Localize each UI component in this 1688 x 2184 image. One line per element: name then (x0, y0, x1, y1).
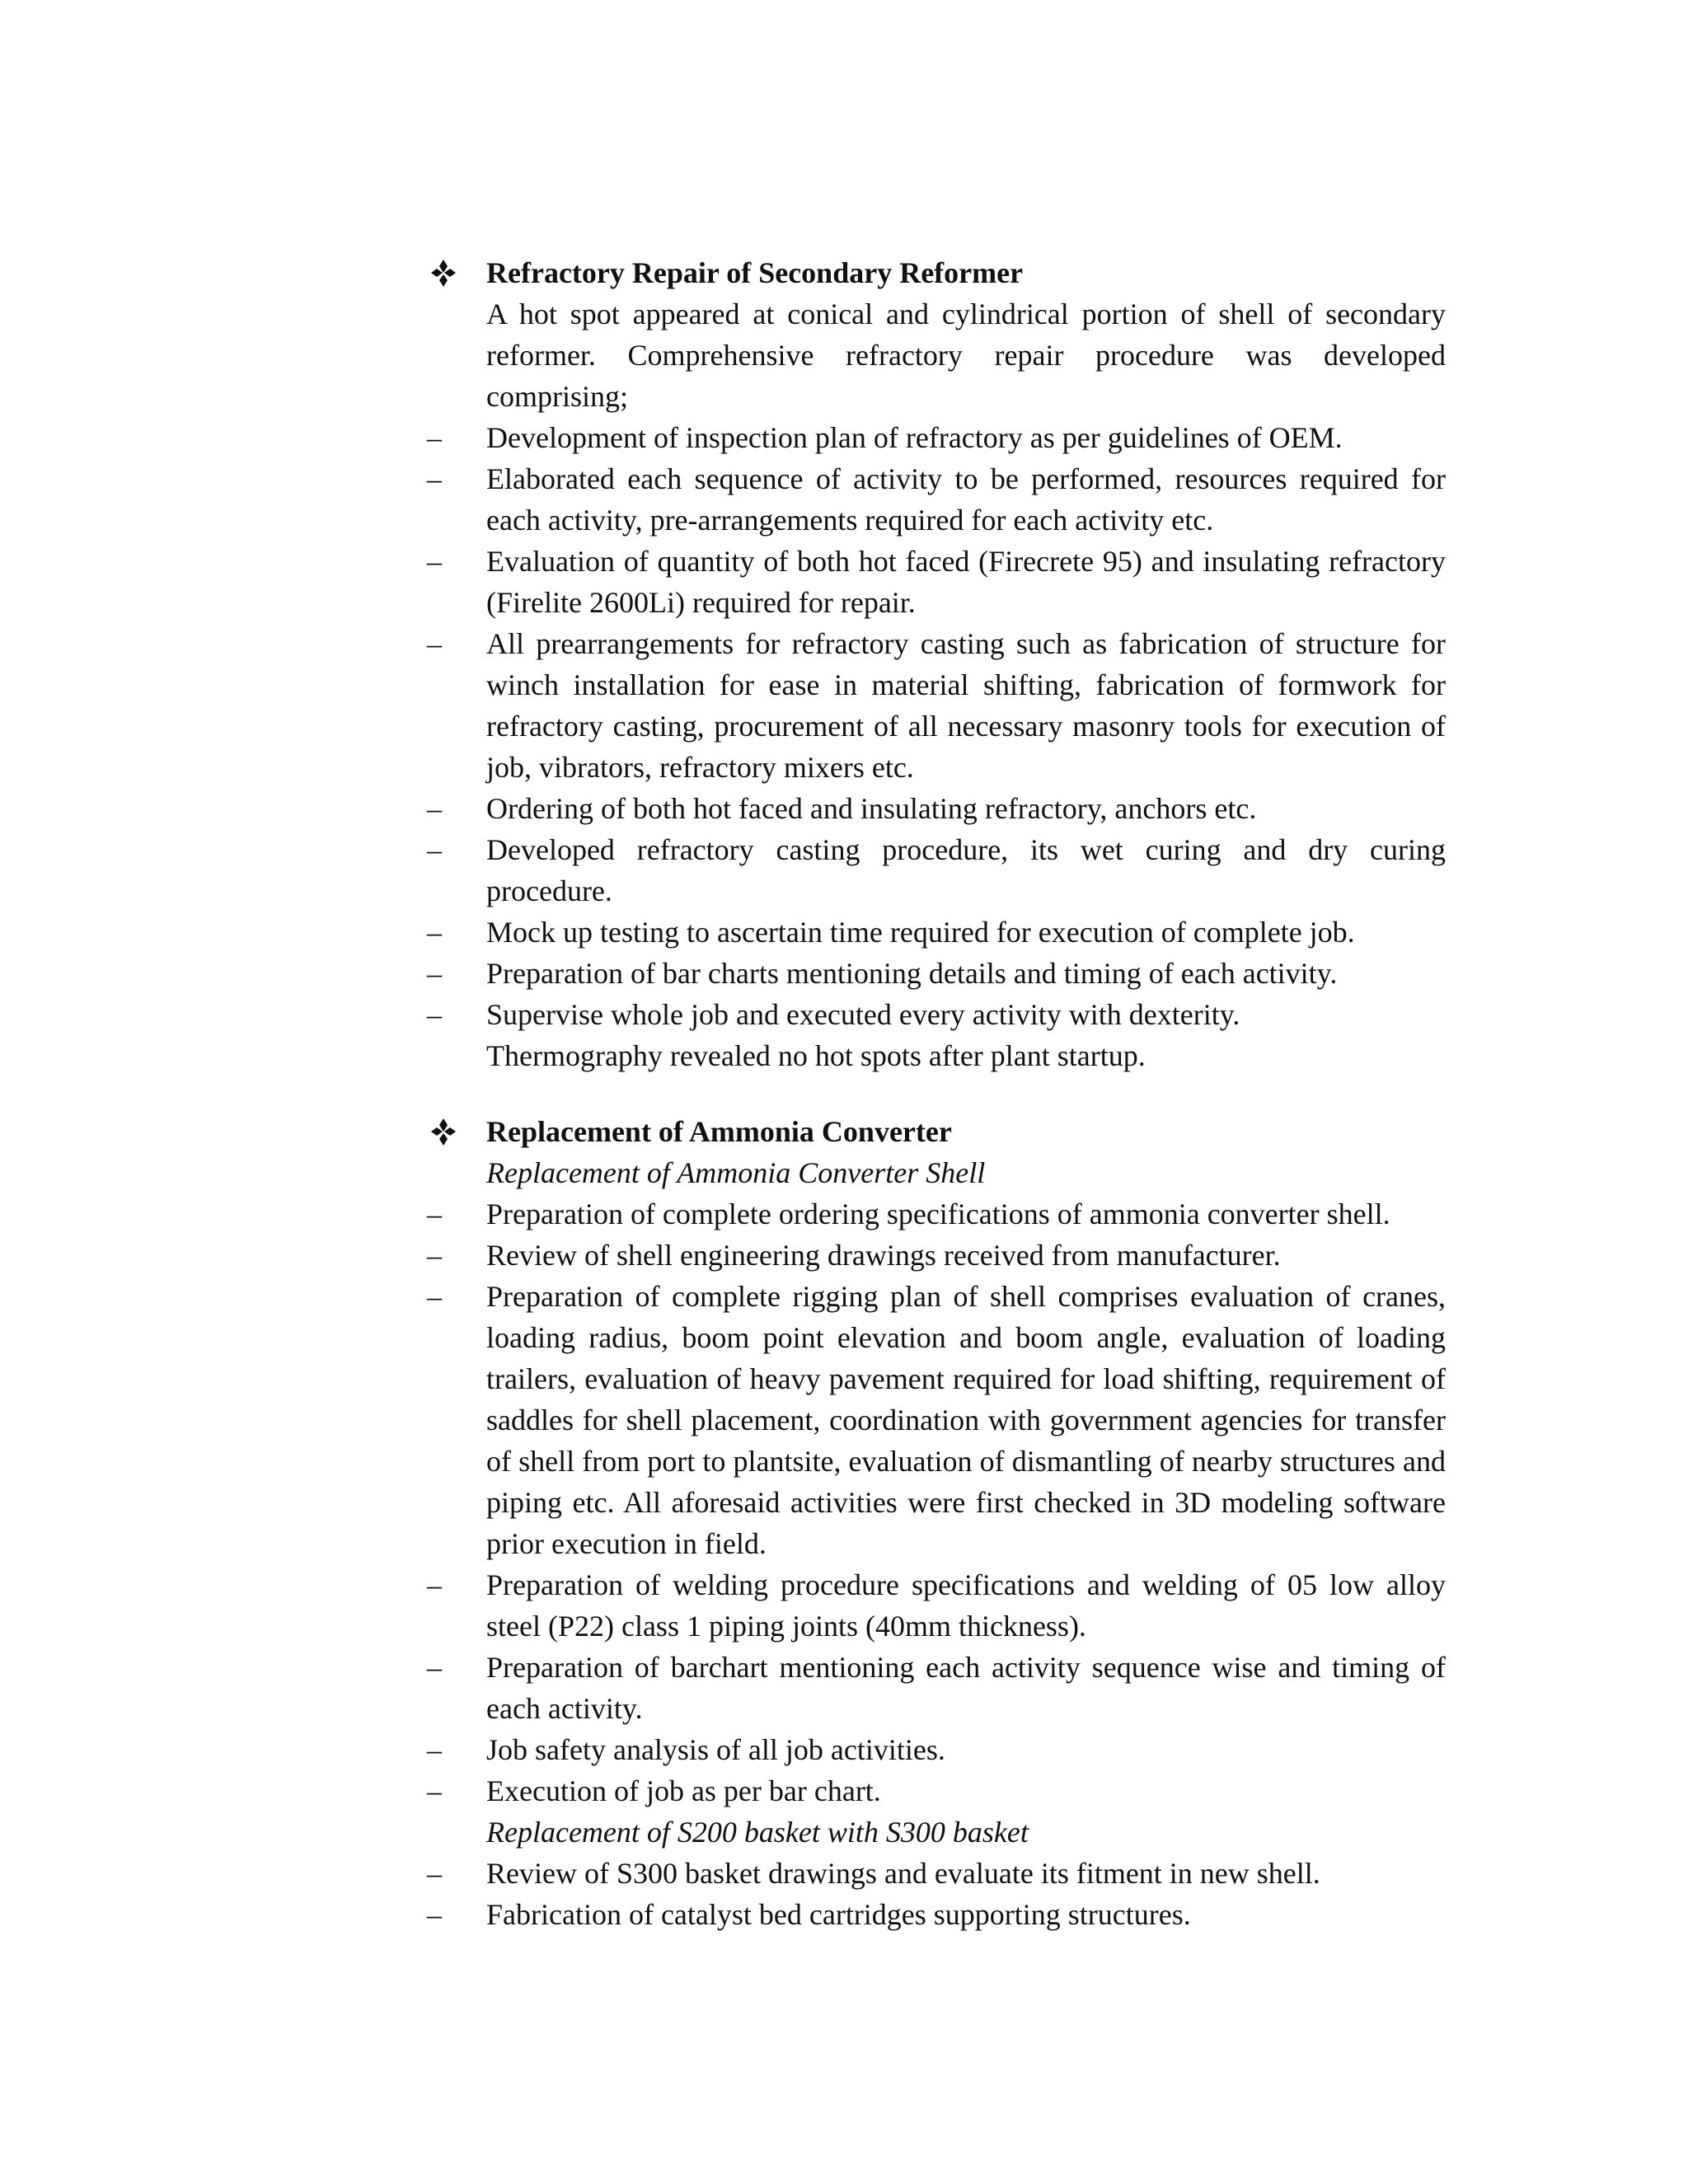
section-closing-paragraph: Thermography revealed no hot spots after plant startup. (486, 1039, 1146, 1072)
list-item (427, 1770, 1446, 1811)
dash-bullet: – (427, 998, 442, 1031)
section-intro-paragraph: A hot spot appeared at conical and cylindrical portion of shell of secondary reformer. Comprehensive refractory repair procedure was developed comprising; (486, 298, 1446, 413)
list-item-text: Supervise whole job and executed every activity with dexterity. (486, 998, 1240, 1031)
dash-bullet: – (427, 1239, 442, 1272)
list-item-text: Review of shell engineering drawings received from manufacturer. (486, 1239, 1281, 1272)
list-item-text: Execution of job as per bar chart. (486, 1774, 881, 1807)
list-item (427, 541, 1446, 623)
dash-bullet: – (427, 1568, 442, 1601)
section-heading-refractory-repair (427, 252, 1446, 293)
list-item (427, 1235, 1446, 1276)
list-item-text: Development of inspection plan of refractory as per guidelines of OEM. (486, 421, 1343, 454)
list-item-text: Preparation of welding procedure specifications and welding of 05 low alloy steel (P22) class 1 piping joints (40mm thickness). (486, 1568, 1446, 1643)
subheading-converter-shell: Replacement of Ammonia Converter Shell (486, 1156, 986, 1189)
list-item (427, 1564, 1446, 1647)
dash-bullet: – (427, 462, 442, 495)
dash-bullet: – (427, 1733, 442, 1766)
list-item-text: Ordering of both hot faced and insulating refractory, anchors etc. (486, 792, 1257, 825)
dash-bullet: – (427, 916, 442, 949)
dash-bullet: – (427, 545, 442, 578)
dash-bullet: – (427, 1774, 442, 1807)
dash-bullet: – (427, 1651, 442, 1684)
dash-bullet: – (427, 833, 442, 866)
list-item (427, 1647, 1446, 1729)
list-item-text: Job safety analysis of all job activities. (486, 1733, 945, 1766)
diamond-bullet-icon (429, 252, 458, 293)
list-item-text: Developed refractory casting procedure, its wet curing and dry curing procedure. (486, 833, 1446, 907)
dash-bullet: – (427, 1857, 442, 1890)
list-item (427, 1729, 1446, 1770)
dash-bullet: – (427, 627, 442, 660)
list-item-text: Preparation of barchart mentioning each activity sequence wise and timing of each activity. (486, 1651, 1446, 1725)
list-item-text: Fabrication of catalyst bed cartridges supporting structures. (486, 1898, 1191, 1931)
list-item (427, 953, 1446, 994)
list-item-text: Evaluation of quantity of both hot faced (Firecrete 95) and insulating refractory (Firelite 2600Li) required for repair. (486, 545, 1446, 619)
list-item-text: Review of S300 basket drawings and evaluate its fitment in new shell. (486, 1857, 1320, 1890)
list-item (427, 1276, 1446, 1564)
list-item (427, 1193, 1446, 1235)
section-heading-text: Refractory Repair of Secondary Reformer (486, 256, 1024, 289)
list-item (427, 1894, 1446, 1935)
list-item (427, 1853, 1446, 1894)
section-heading-text: Replacement of Ammonia Converter (486, 1115, 952, 1148)
section-spacer (427, 1076, 1446, 1111)
list-item (427, 458, 1446, 541)
diamond-bullet-icon (429, 1111, 458, 1152)
section-heading-ammonia-converter (427, 1111, 1446, 1152)
list-item-text: Elaborated each sequence of activity to be performed, resources required for each activity, pre-arrangements required for each activity etc. (486, 462, 1446, 537)
list-item (427, 829, 1446, 912)
list-item (427, 788, 1446, 829)
list-item-text: Preparation of bar charts mentioning details and timing of each activity. (486, 957, 1338, 990)
list-item (427, 623, 1446, 788)
list-item-text: Preparation of complete ordering specifications of ammonia converter shell. (486, 1197, 1390, 1230)
subheading-basket-replacement: Replacement of S200 basket with S300 basket (486, 1816, 1029, 1849)
list-item-text: Preparation of complete rigging plan of shell comprises evaluation of cranes, loading radius, boom point elevation and boom angle, evaluation of loading trailers, evaluation of heavy pavement required for load shifting, requirement of saddles for shell placement, coordination with government agencies for transfer of shell from port to plantsite, evaluation of dismantling of nearby structures and piping etc. All aforesaid activities were first checked in 3D modeling software prior execution in field. (486, 1280, 1446, 1560)
list-item (427, 417, 1446, 458)
dash-bullet: – (427, 792, 442, 825)
dash-bullet: – (427, 957, 442, 990)
document-page (427, 252, 1446, 1935)
dash-bullet: – (427, 421, 442, 454)
list-item-text: Mock up testing to ascertain time required for execution of complete job. (486, 916, 1355, 949)
dash-bullet: – (427, 1898, 442, 1931)
list-item (427, 994, 1446, 1035)
list-item (427, 912, 1446, 953)
dash-bullet: – (427, 1197, 442, 1230)
dash-bullet: – (427, 1280, 442, 1313)
list-item-text: All prearrangements for refractory casting such as fabrication of structure for winch installation for ease in material shifting, fabrication of formwork for refractory casting, procurement of all necessary masonry tools for execution of job, vibrators, refractory mixers etc. (486, 627, 1446, 784)
